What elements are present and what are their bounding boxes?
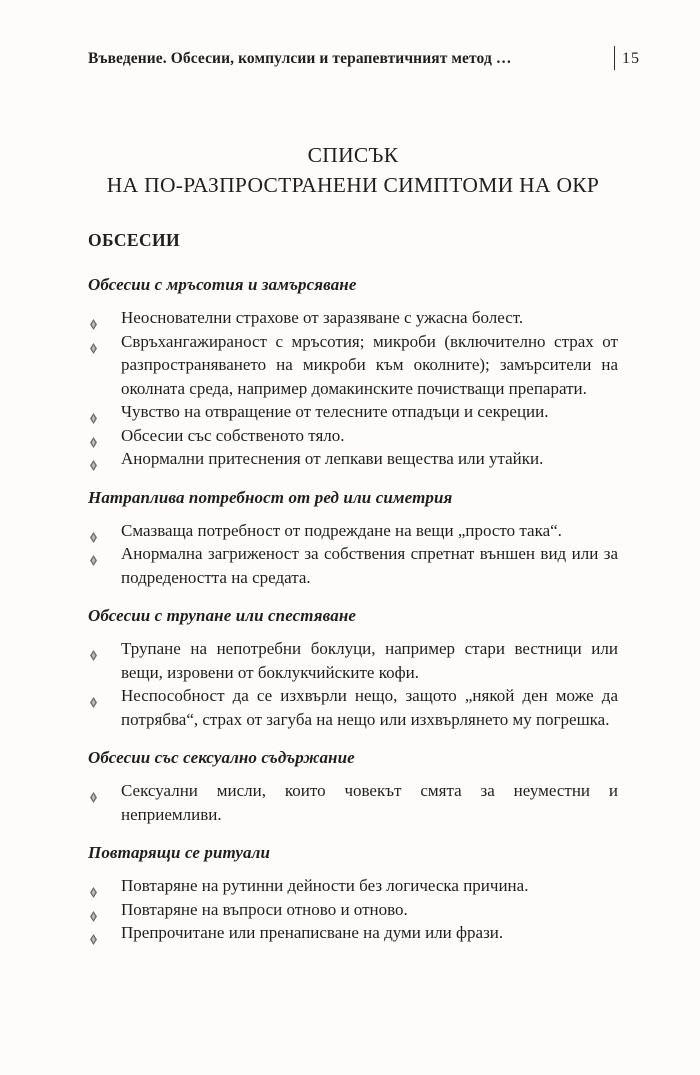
list-item-text: Неоснователни страхове от заразяване с ужасна болест. bbox=[121, 308, 524, 327]
header-divider bbox=[614, 46, 615, 70]
page-number: 15 bbox=[622, 50, 640, 67]
diamond-bullet-icon bbox=[90, 407, 97, 418]
list-item-text: Повтаряне на въпроси отново и отново. bbox=[121, 899, 408, 919]
document-title-line-1: СПИСЪК bbox=[307, 143, 399, 167]
document-title-line-2: НА ПО-РАЗПРОСТРАНЕНИ СИМПТОМИ НА ОКР bbox=[106, 173, 600, 197]
diamond-bullet-icon bbox=[90, 786, 97, 797]
symptom-group bbox=[88, 488, 618, 590]
list-item bbox=[88, 447, 618, 471]
symptom-list bbox=[88, 637, 618, 731]
diamond-bullet-icon bbox=[90, 454, 97, 465]
symptom-list bbox=[88, 874, 618, 945]
group-title: Обсесии с мръсотия и замърсяване bbox=[88, 275, 357, 294]
list-item bbox=[88, 637, 618, 684]
list-item-text: Повтаряне на рутинни дейности без логическа причина. bbox=[121, 876, 529, 895]
list-item-text: Смазваща потребност от подреждане на вещи „просто така“. bbox=[121, 520, 562, 540]
group-title: Обсесии с трупане или спестяване bbox=[88, 606, 357, 625]
list-item bbox=[88, 684, 618, 731]
diamond-bullet-icon bbox=[90, 337, 97, 348]
document-title bbox=[88, 140, 618, 200]
list-item-text: Обсесии със собственото тяло. bbox=[121, 425, 345, 445]
diamond-bullet-icon bbox=[90, 928, 97, 939]
diamond-bullet-icon bbox=[90, 905, 97, 916]
diamond-bullet-icon bbox=[90, 431, 97, 442]
symptom-group bbox=[88, 275, 618, 471]
diamond-bullet-icon bbox=[90, 644, 97, 655]
diamond-bullet-icon bbox=[90, 881, 97, 892]
list-item bbox=[88, 542, 618, 589]
list-item-text: Препрочитане или пренаписване на думи или фрази. bbox=[121, 923, 504, 942]
list-item-text: Анормална загриженост за собствения спретнат външен вид или за подредеността на средата. bbox=[121, 544, 618, 587]
group-title: Повтарящи се ритуали bbox=[88, 843, 271, 862]
list-item bbox=[88, 779, 618, 826]
list-item-text: Сексуални мисли, които човекът смята за неуместни и неприемливи. bbox=[121, 781, 618, 824]
list-item bbox=[88, 921, 618, 945]
group-title: Обсесии със сексуално съдържание bbox=[88, 748, 355, 767]
list-item-text: Свръхангажираност с мръсотия; микроби (включително страх от разпространяването на микроби към околните); замърсители на околната среда, например домакинските почистващи препарати. bbox=[121, 331, 618, 398]
running-header bbox=[88, 46, 640, 72]
diamond-bullet-icon bbox=[90, 549, 97, 560]
list-item bbox=[88, 306, 618, 330]
diamond-bullet-icon bbox=[90, 526, 97, 537]
symptom-group bbox=[88, 843, 618, 945]
section-heading: ОБСЕСИИ bbox=[88, 230, 181, 250]
symptom-groups bbox=[88, 275, 618, 945]
list-item bbox=[88, 330, 618, 401]
list-item bbox=[88, 400, 618, 424]
list-item bbox=[88, 874, 618, 898]
symptom-list bbox=[88, 306, 618, 471]
symptom-list bbox=[88, 779, 618, 826]
diamond-bullet-icon bbox=[90, 313, 97, 324]
list-item bbox=[88, 519, 618, 543]
list-item-text: Неспособност да се изхвърли нещо, защото „някой ден може да потрябва“, страх от загуба на нещо или изхвърлянето му погрешка. bbox=[121, 686, 618, 729]
page-content bbox=[88, 140, 618, 962]
diamond-bullet-icon bbox=[90, 691, 97, 702]
list-item-text: Трупане на непотребни боклуци, например стари вестници или вещи, изровени от боклукчийските кофи. bbox=[121, 639, 618, 682]
group-title: Натраплива потребност от ред или симетрия bbox=[88, 487, 453, 507]
symptom-group bbox=[88, 748, 618, 826]
list-item bbox=[88, 898, 618, 922]
list-item bbox=[88, 424, 618, 448]
list-item-text: Чувство на отвращение от телесните отпадъци и секреции. bbox=[121, 402, 549, 421]
list-item-text: Анормални притеснения от лепкави вещества или утайки. bbox=[121, 449, 544, 468]
symptom-group bbox=[88, 606, 618, 731]
running-title: Въведение. Обсесии, компулсии и терапевтичният метод … bbox=[88, 50, 512, 67]
symptom-list bbox=[88, 519, 618, 590]
